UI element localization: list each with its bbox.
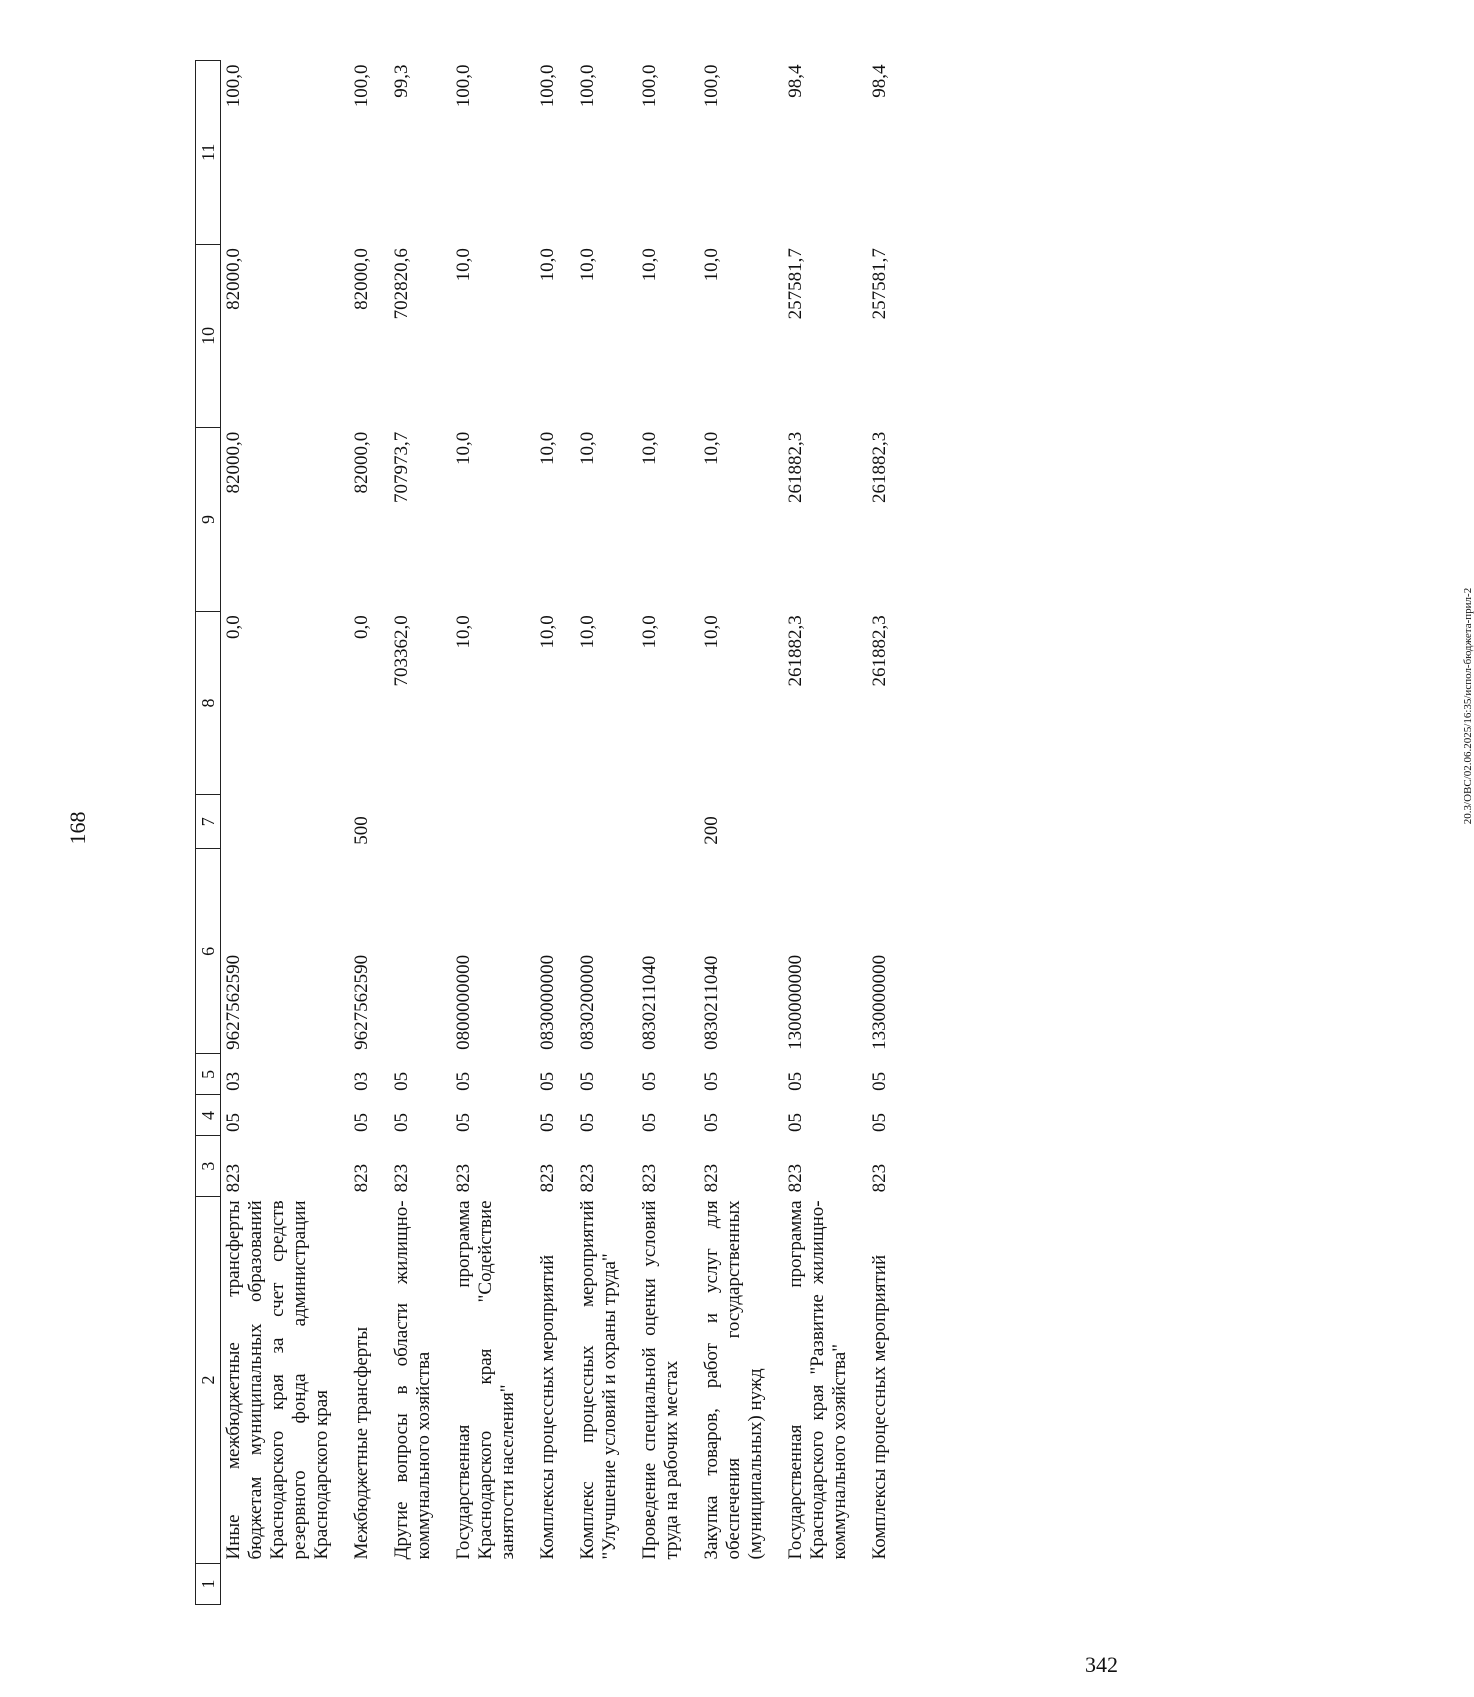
header-cell: 11 (196, 61, 221, 245)
cell-col-1 (699, 1563, 783, 1604)
cell-col-3: 823 (639, 1163, 660, 1193)
cell-col-8: 10,0 (577, 615, 598, 649)
cell-col-6 (389, 849, 451, 1054)
header-cell: 4 (196, 1095, 221, 1136)
cell-col-6: 0800000000 (453, 954, 474, 1050)
cell-col-11: 98,4 (785, 64, 806, 98)
header-cell: 5 (196, 1054, 221, 1095)
cell-col-5: 05 (453, 1071, 474, 1091)
cell-col-11: 100,0 (351, 64, 372, 108)
cell-col-11: 100,0 (537, 64, 558, 108)
cell-col-11: 98,4 (869, 64, 890, 98)
page-number-bottom: 342 (1085, 1652, 1118, 1677)
cell-col-7: 200 (701, 816, 722, 845)
cell-col-7 (783, 795, 867, 849)
table-row (389, 61, 451, 1605)
table-row (699, 61, 783, 1605)
cell-col-4: 05 (701, 1112, 722, 1132)
cell-col-10: 10,0 (639, 248, 660, 282)
cell-col-4: 05 (391, 1112, 412, 1132)
cell-col-5: 05 (639, 1071, 660, 1091)
cell-col-1 (535, 1563, 575, 1604)
cell-col-1 (867, 1563, 907, 1604)
footer-code: 20.3/ОВС/02.06.2025/16:35/испол-бюджета-прил-2 (1462, 587, 1474, 825)
cell-col-9: 10,0 (537, 431, 558, 465)
cell-col-8: 0,0 (351, 615, 372, 639)
header-cell: 6 (196, 849, 221, 1054)
cell-col-1 (349, 1563, 389, 1604)
cell-col-6: 0830200000 (577, 954, 598, 1050)
cell-col-4: 05 (639, 1112, 660, 1132)
cell-col-11: 100,0 (453, 64, 474, 108)
cell-col-9: 261882,3 (869, 431, 890, 503)
cell-col-1 (389, 1563, 451, 1604)
cell-col-6: 0830211040 (639, 955, 660, 1050)
rotated-table-container (195, 60, 1005, 1605)
cell-col-5: 05 (869, 1071, 890, 1091)
cell-col-10: 10,0 (577, 248, 598, 282)
cell-col-2: Комплексы процессных мероприятий (869, 1254, 890, 1560)
cell-col-4: 05 (537, 1112, 558, 1132)
cell-col-5: 03 (351, 1071, 372, 1091)
cell-col-4: 05 (869, 1112, 890, 1132)
cell-col-10: 10,0 (453, 248, 474, 282)
cell-col-2: Другие вопросы в области жилищно-коммунального хозяйства (391, 1200, 434, 1560)
header-cell: 8 (196, 611, 221, 795)
cell-col-8: 10,0 (537, 615, 558, 649)
cell-col-4: 05 (577, 1112, 598, 1132)
cell-col-7 (867, 795, 907, 849)
cell-col-10: 702820,6 (391, 248, 412, 320)
cell-col-6: 1330000000 (869, 954, 890, 1050)
cell-col-3: 823 (701, 1163, 722, 1193)
cell-col-7 (575, 795, 637, 849)
cell-col-10: 257581,7 (869, 248, 890, 320)
cell-col-4: 05 (785, 1112, 806, 1132)
cell-col-11: 100,0 (577, 64, 598, 108)
cell-col-9: 10,0 (453, 431, 474, 465)
cell-col-6: 0830000000 (537, 954, 558, 1050)
cell-col-5: 03 (223, 1071, 244, 1091)
cell-col-9: 10,0 (577, 431, 598, 465)
cell-col-2: Закупка товаров, работ и услуг для обеспечения государственных (муниципальных) нужд (701, 1200, 766, 1560)
cell-col-4: 05 (223, 1112, 244, 1132)
cell-col-5: 05 (391, 1071, 412, 1091)
header-cell: 7 (196, 795, 221, 849)
cell-col-2: Комплекс процессных мероприятий "Улучшение условий и охраны труда" (577, 1200, 620, 1560)
cell-col-9: 261882,3 (785, 431, 806, 503)
cell-col-9: 707973,7 (391, 431, 412, 503)
cell-col-10: 257581,7 (785, 248, 806, 320)
cell-col-1 (451, 1563, 535, 1604)
cell-col-11: 100,0 (639, 64, 660, 108)
cell-col-9: 10,0 (701, 431, 722, 465)
cell-col-6: 1300000000 (785, 954, 806, 1050)
cell-col-7 (535, 795, 575, 849)
cell-col-6: 0830211040 (701, 955, 722, 1050)
table-row (221, 61, 350, 1605)
table-row (783, 61, 867, 1605)
cell-col-8: 703362,0 (391, 615, 412, 687)
cell-col-1 (637, 1563, 699, 1604)
header-cell: 10 (196, 244, 221, 428)
cell-col-11: 100,0 (701, 64, 722, 108)
cell-col-7 (637, 795, 699, 849)
table-row (349, 61, 389, 1605)
cell-col-7: 500 (351, 816, 372, 845)
cell-col-8: 261882,3 (869, 615, 890, 687)
header-cell: 9 (196, 428, 221, 612)
budget-table (195, 60, 907, 1605)
cell-col-5: 05 (577, 1071, 598, 1091)
cell-col-3: 823 (453, 1163, 474, 1193)
cell-col-10: 82000,0 (351, 248, 372, 310)
cell-col-2: Комплексы процессных мероприятий (537, 1254, 558, 1560)
cell-col-7 (221, 795, 350, 849)
cell-col-6: 9627562590 (351, 954, 372, 1050)
cell-col-3: 823 (869, 1163, 890, 1193)
cell-col-11: 100,0 (223, 64, 244, 108)
cell-col-8: 10,0 (453, 615, 474, 649)
cell-col-10: 10,0 (701, 248, 722, 282)
page-number-top: 168 (65, 811, 90, 845)
cell-col-4: 05 (351, 1112, 372, 1132)
cell-col-10: 82000,0 (223, 248, 244, 310)
cell-col-3: 823 (223, 1163, 244, 1193)
table-row (535, 61, 575, 1605)
cell-col-5: 05 (537, 1071, 558, 1091)
cell-col-8: 0,0 (223, 615, 244, 639)
cell-col-1 (783, 1563, 867, 1604)
cell-col-9: 10,0 (639, 431, 660, 465)
cell-col-7 (389, 795, 451, 849)
cell-col-8: 261882,3 (785, 615, 806, 687)
cell-col-6: 9627562590 (223, 954, 244, 1050)
cell-col-1 (221, 1563, 350, 1604)
cell-col-3: 823 (537, 1163, 558, 1193)
table-row (451, 61, 535, 1605)
table-row (575, 61, 637, 1605)
cell-col-10: 10,0 (537, 248, 558, 282)
cell-col-2: Межбюджетные трансферты (351, 1326, 372, 1560)
header-row (196, 61, 221, 1605)
table-row (867, 61, 907, 1605)
cell-col-3: 823 (351, 1163, 372, 1193)
cell-col-2: Проведение специальной оценки условий труда на рабочих местах (639, 1200, 682, 1560)
cell-col-11: 99,3 (391, 64, 412, 98)
cell-col-8: 10,0 (701, 615, 722, 649)
cell-col-9: 82000,0 (223, 431, 244, 494)
table-row (637, 61, 699, 1605)
cell-col-5: 05 (701, 1071, 722, 1091)
cell-col-8: 10,0 (639, 615, 660, 649)
cell-col-9: 82000,0 (351, 431, 372, 494)
header-cell: 1 (196, 1563, 221, 1604)
cell-col-3: 823 (577, 1163, 598, 1193)
header-cell: 3 (196, 1136, 221, 1196)
header-cell: 2 (196, 1196, 221, 1563)
cell-col-2: Государственная программа Краснодарского края "Содействие занятости населения" (453, 1200, 518, 1560)
cell-col-2: Иные межбюджетные трансферты бюджетам муниципальных образований Краснодарского края за счет средств резервного фонда администрации Краснодарского края (223, 1200, 332, 1560)
cell-col-4: 05 (453, 1112, 474, 1132)
cell-col-3: 823 (391, 1163, 412, 1193)
cell-col-3: 823 (785, 1163, 806, 1193)
cell-col-7 (451, 795, 535, 849)
cell-col-2: Государственная программа Краснодарского края "Развитие жилищно-коммунального хозяйства" (785, 1200, 850, 1560)
cell-col-1 (575, 1563, 637, 1604)
cell-col-5: 05 (785, 1071, 806, 1091)
